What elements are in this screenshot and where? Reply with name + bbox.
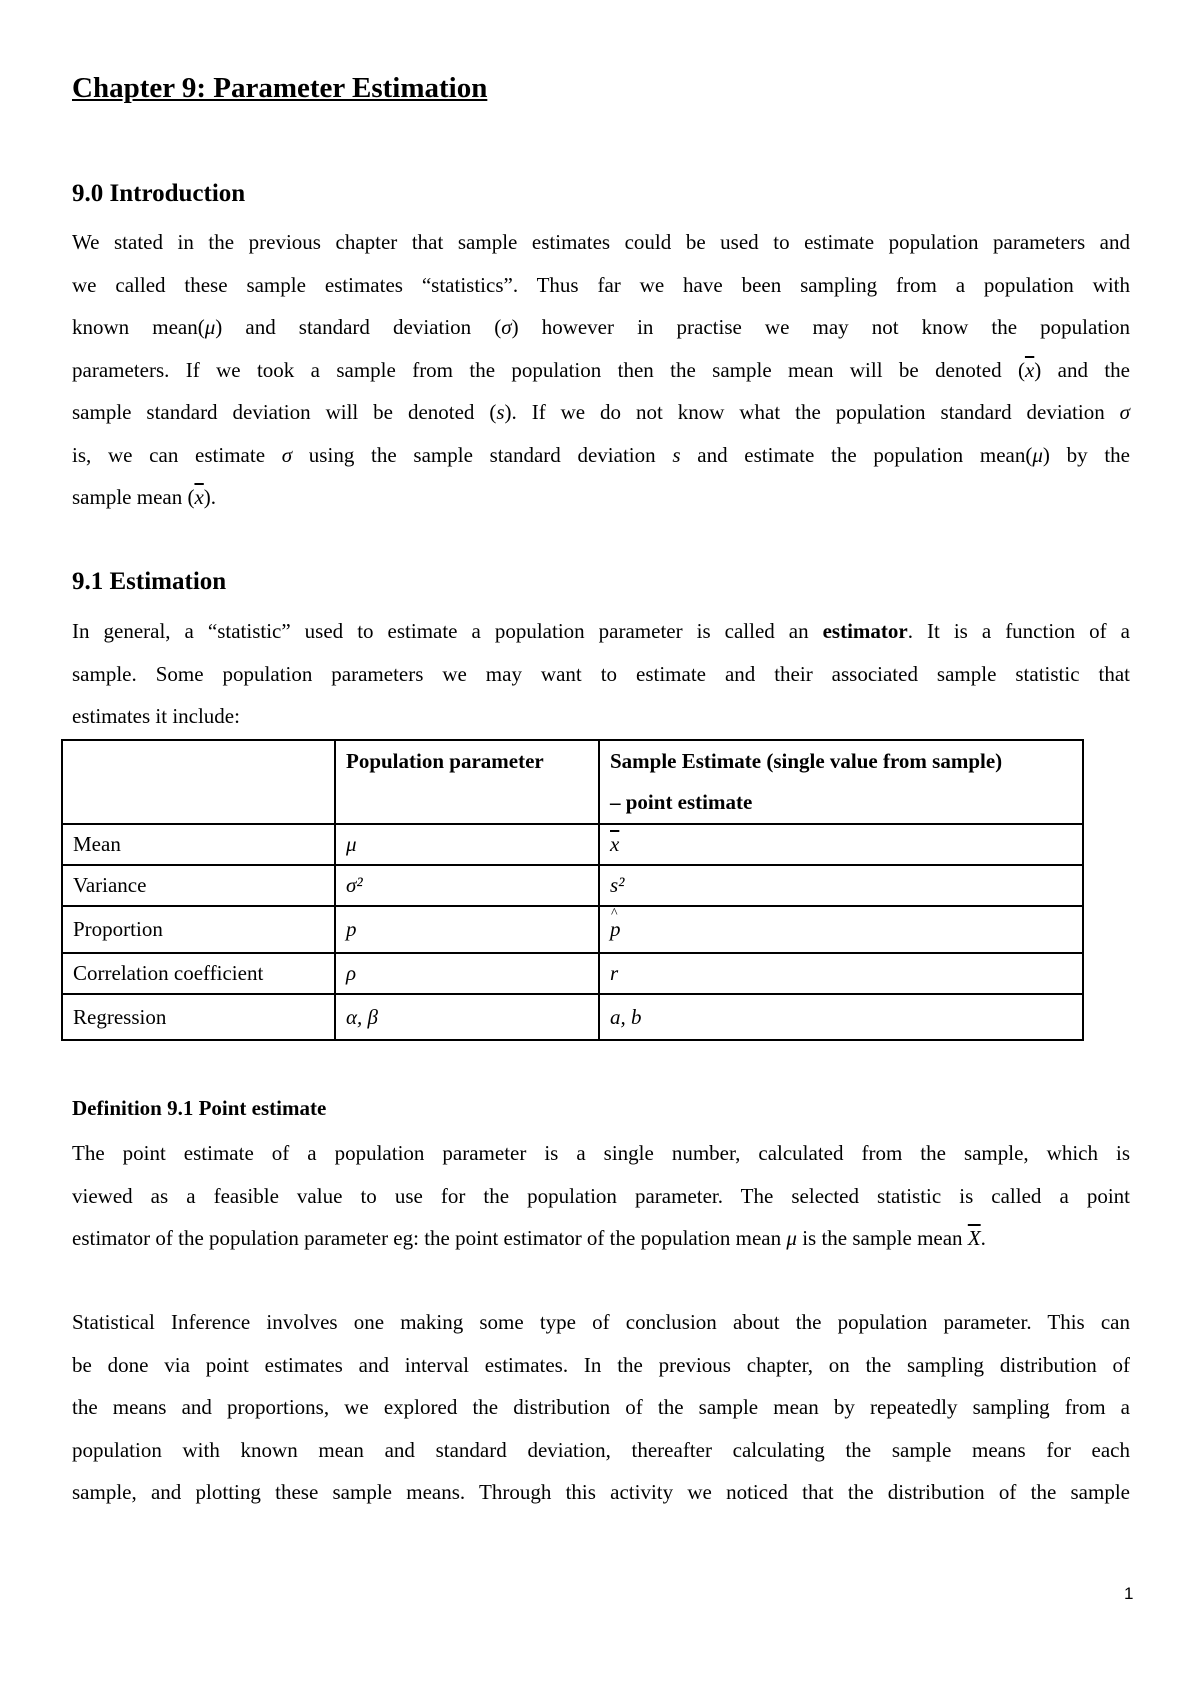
estimation-heading: 9.1 Estimation — [72, 568, 227, 595]
paragraph-line: estimator of the population parameter eg: the point estimator of the population mean μ is the sample mean $\overline{X}$. — [72, 1226, 986, 1250]
paragraph-line: estimates it include: — [72, 704, 240, 728]
paragraph-line: be done via point estimates and interval estimates. In the previous chapter, on the sampling distribution of — [72, 1352, 1130, 1377]
table-header-estimate: Sample Estimate (single value from sample) – point estimate — [599, 740, 1083, 824]
table-row — [62, 824, 1083, 865]
table-header-empty — [62, 740, 335, 824]
paragraph-line: viewed as a feasible value to use for the population parameter. The selected statistic is called a point — [72, 1183, 1130, 1208]
paragraph-line: known mean(μ) and standard deviation (σ) however in practise we may not know the population — [72, 315, 1130, 339]
row-estimate: a, b — [599, 994, 1083, 1040]
table-row — [62, 994, 1083, 1040]
math-s: s — [496, 400, 505, 424]
paragraph-line: sample, and plotting these sample means. Through this activity we noticed that the distribution of the sample — [72, 1480, 1130, 1504]
table-row — [62, 953, 1083, 994]
paragraph-line: sample mean $(\overline{x})$. — [72, 485, 217, 509]
chapter-title: Chapter 9: Parameter Estimation — [72, 72, 488, 104]
page-number: 1 — [1124, 1584, 1134, 1603]
row-name: Mean — [62, 824, 335, 865]
introduction-paragraph — [72, 221, 1130, 519]
table-header-parameter: Population parameter — [335, 740, 599, 824]
paragraph-line: the means and proportions, we explored the distribution of the sample mean by repeatedly sampling from a — [72, 1395, 1130, 1419]
row-parameter: μ — [335, 824, 599, 865]
inference-paragraph — [72, 1301, 1130, 1514]
definition-paragraph — [72, 1132, 1130, 1260]
math-mu: μ — [786, 1226, 797, 1250]
table-row — [62, 865, 1083, 906]
row-parameter: σ² — [335, 865, 599, 906]
row-parameter: ρ — [335, 953, 599, 994]
math-mu: μ — [204, 315, 216, 339]
table-row — [62, 906, 1083, 953]
estimates-table — [61, 739, 1084, 1041]
estimation-paragraph — [72, 610, 1130, 738]
table-header-row — [62, 740, 1083, 824]
math-mu: μ — [1032, 442, 1043, 467]
paragraph-line: we called these sample estimates “statistics”. Thus far we have been sampling from a population with — [72, 272, 1130, 297]
estimator-term: estimator — [822, 619, 908, 643]
row-estimate: s² — [599, 865, 1083, 906]
row-name: Regression — [62, 994, 335, 1040]
row-parameter: α, β — [335, 994, 599, 1040]
paragraph-line: population with known mean and standard deviation, thereafter calculating the sample means for each — [72, 1437, 1130, 1462]
paragraph-line: The point estimate of a population parameter is a single number, calculated from the sample, which is — [72, 1141, 1130, 1165]
row-parameter: p — [335, 906, 599, 953]
paragraph-line: Statistical Inference involves one making some type of conclusion about the population parameter. This can — [72, 1310, 1130, 1334]
row-name: Variance — [62, 865, 335, 906]
math-x-bar-capital: $\overline{X}$ — [967, 1226, 981, 1250]
paragraph-line: sample. Some population parameters we may want to estimate and their associated sample statistic that — [72, 661, 1130, 686]
definition-title: Definition 9.1 Point estimate — [72, 1096, 327, 1120]
math-x-bar: $\overline{x}$ — [194, 485, 204, 509]
row-name: Correlation coefficient — [62, 953, 335, 994]
introduction-heading: 9.0 Introduction — [72, 180, 246, 207]
math-x-bar: $\overline{x}$ — [1024, 357, 1035, 382]
paragraph-line: parameters. If we took a sample from the population then the sample mean will be denoted $(\overline{x})$ and the — [72, 357, 1130, 382]
math-s: s — [672, 442, 681, 467]
row-estimate: r — [599, 953, 1083, 994]
math-sigma: σ — [281, 442, 293, 467]
paragraph-line: is, we can estimate σ using the sample standard deviation s and estimate the population mean(μ) by the — [72, 442, 1131, 467]
math-sigma: σ — [1119, 400, 1130, 424]
paragraph-line: We stated in the previous chapter that sample estimates could be used to estimate population parameters and — [72, 230, 1130, 254]
paragraph-line: sample standard deviation will be denoted (s). If we do not know what the population standard deviation σ — [72, 400, 1130, 424]
row-name: Proportion — [62, 906, 335, 953]
row-estimate: $\overline{x}$ — [599, 824, 1083, 865]
paragraph-line: In general, a “statistic” used to estimate a population parameter is called an estimator. It is a function of a — [72, 619, 1131, 643]
math-sigma: σ — [501, 315, 512, 339]
row-estimate: ^ p — [599, 906, 1083, 953]
